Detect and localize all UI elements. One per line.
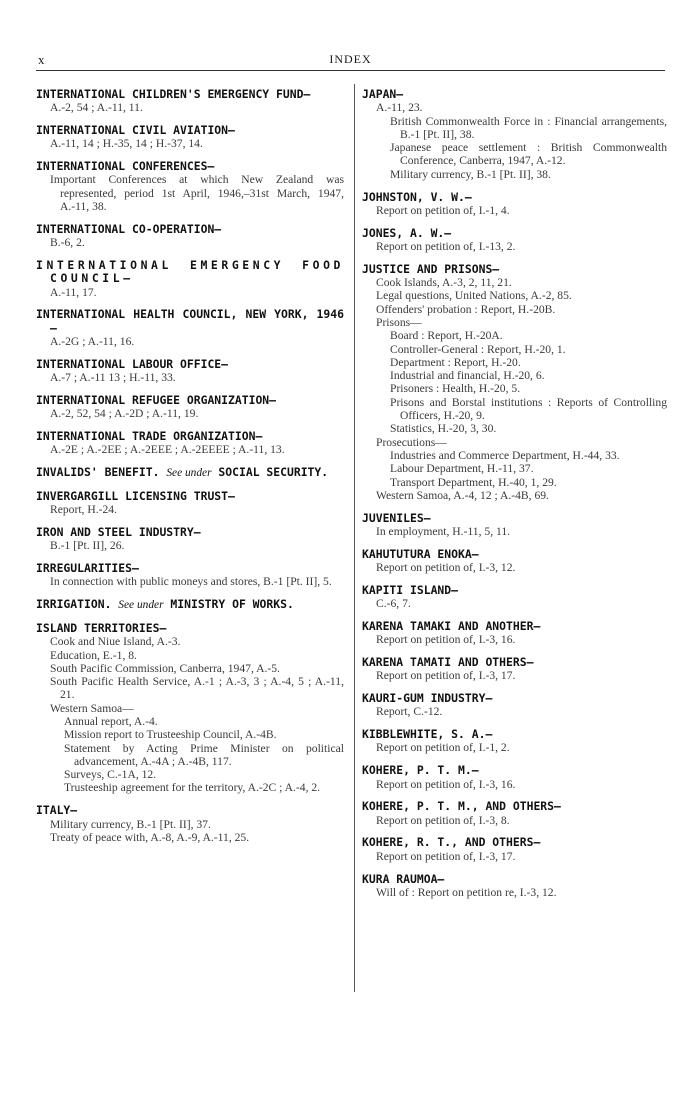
index-heading	[362, 512, 667, 525]
index-heading	[36, 430, 344, 443]
heading-text: INTERNATIONAL TRADE ORGANIZATION—	[36, 428, 263, 443]
heading-text: INTERNATIONAL CONFERENCES—	[36, 159, 215, 174]
index-heading	[36, 308, 344, 335]
index-heading	[362, 836, 667, 849]
page-title: INDEX	[329, 52, 372, 66]
heading-text: KIBBLEWHITE, S. A.—	[362, 727, 493, 742]
index-subentry: Military currency, B.-1 [Pt. II], 38.	[390, 167, 551, 181]
index-entry	[36, 308, 344, 348]
see-under-reference: See under	[166, 467, 212, 480]
heading-text: JAPAN—	[362, 87, 404, 101]
index-subentry: South Pacific Health Service, A.-1 ; A.-3, 3 ; A.-4, 5 ; A.-11, 21.	[50, 675, 344, 702]
index-subentry: A.-2, 52, 54 ; A.-2D ; A.-11, 19.	[50, 407, 199, 421]
index-entry	[362, 227, 667, 254]
index-heading	[36, 160, 344, 173]
heading-text: ITALY—	[36, 803, 78, 818]
index-heading	[36, 259, 344, 286]
heading-text: KURA RAUMOA—	[362, 871, 445, 886]
index-subentry: Report, C.-12.	[376, 705, 443, 719]
index-entry	[36, 430, 344, 457]
index-subentry: Surveys, C.-1A, 12.	[64, 768, 157, 782]
index-heading	[36, 598, 344, 612]
heading-text: INTERNATIONAL CIVIL AVIATION—	[36, 123, 235, 138]
index-entry	[36, 466, 344, 480]
index-heading	[362, 88, 667, 101]
heading-text: INTERNATIONAL CHILDREN'S EMERGENCY FUND—	[36, 87, 311, 101]
heading-text: KOHERE, P. T. M., AND OTHERS—	[362, 799, 561, 814]
heading-cross-reference: MINISTRY OF WORKS.	[170, 597, 294, 612]
page-number: x	[38, 52, 45, 67]
heading-text: IRON AND STEEL INDUSTRY—	[36, 524, 201, 539]
index-subentry: Will of : Report on petition re, I.-3, 12.	[376, 885, 557, 899]
page-header	[36, 52, 665, 71]
index-heading	[36, 804, 344, 817]
index-entry	[362, 764, 667, 791]
index-subentry: Industries and Commerce Department, H.-44, 33.	[390, 448, 620, 462]
index-subentry: Report, H.-24.	[50, 503, 117, 517]
heading-text: ISLAND TERRITORIES—	[36, 620, 167, 635]
index-subentry: Report on petition of, I.-3, 16.	[376, 633, 516, 647]
index-subentry: A.-2, 54 ; A.-11, 11.	[50, 101, 143, 115]
index-subentry: A.-11, 14 ; H.-35, 14 ; H.-37, 14.	[50, 137, 203, 151]
index-entry	[362, 263, 667, 502]
index-subentry: Annual report, A.-4.	[64, 714, 158, 728]
index-entry	[36, 562, 344, 589]
index-subentry: Military currency, B.-1 [Pt. II], 37.	[50, 817, 211, 831]
index-entry	[362, 728, 667, 755]
index-subentry: Legal questions, United Nations, A.-2, 85.	[376, 289, 572, 303]
index-column-left	[36, 88, 344, 854]
index-entry	[36, 223, 344, 250]
heading-text: IRREGULARITIES—	[36, 561, 139, 576]
index-subentry: Western Samoa—	[50, 701, 134, 715]
index-subentry: Statement by Acting Prime Minister on political advancement, A.-4A ; A.-4B, 117.	[64, 741, 344, 768]
index-heading	[362, 692, 667, 705]
index-subentry: A.-11, 17.	[50, 285, 97, 299]
heading-cross-reference: SOCIAL SECURITY.	[218, 465, 329, 480]
index-heading	[362, 656, 667, 669]
index-subentry: British Commonwealth Force in : Financial arrangements, B.-1 [Pt. II], 38.	[390, 114, 667, 141]
index-subentry: C.-6, 7.	[376, 597, 411, 611]
heading-text: KAURI-GUM INDUSTRY—	[362, 691, 493, 706]
index-entry	[362, 620, 667, 647]
index-heading	[362, 873, 667, 886]
heading-text: INTERNATIONAL CO-OPERATION—	[36, 221, 222, 236]
index-subentry: Report on petition of, I.-13, 2.	[376, 239, 516, 253]
heading-text: INVERGARGILL LICENSING TRUST—	[36, 488, 235, 503]
index-subentry: In employment, H.-11, 5, 11.	[376, 524, 511, 538]
index-entry	[36, 526, 344, 553]
index-entry	[362, 656, 667, 683]
index-subentry: Report on petition of, I.-3, 16.	[376, 777, 516, 791]
index-entry	[36, 622, 344, 795]
index-entry	[362, 88, 667, 181]
index-subentry: Report on petition of, I.-3, 17.	[376, 669, 516, 683]
index-entry	[36, 160, 344, 213]
index-heading	[36, 358, 344, 371]
index-heading	[36, 88, 344, 101]
index-entry	[362, 191, 667, 218]
heading-text: KAPITI ISLAND—	[362, 582, 459, 597]
index-heading	[36, 562, 344, 575]
index-subentry: Japanese peace settlement : British Commonwealth Conference, Canberra, 1947, A.-12.	[390, 141, 667, 168]
index-entry	[362, 584, 667, 611]
index-subentry: A.-2E ; A.-2EE ; A.-2EEE ; A.-2EEEE ; A.-11, 13.	[50, 443, 285, 457]
index-subentry: Department : Report, H.-20.	[390, 355, 521, 369]
index-subentry: Report on petition of, I.-3, 12.	[376, 561, 516, 574]
index-subentry: Treaty of peace with, A.-8, A.-9, A.-11, 25.	[50, 830, 250, 844]
index-subentry: Industrial and financial, H.-20, 6.	[390, 369, 545, 383]
index-subentry: Important Conferences at which New Zealand was represented, period 1st April, 1946,–31st March, 1947, A.-11, 38.	[50, 173, 344, 214]
heading-text: INTERNATIONAL EMERGENCY FOOD COUNCIL—	[36, 257, 344, 286]
heading-text: INTERNATIONAL HEALTH COUNCIL, NEW YORK, 1946—	[36, 307, 344, 335]
index-heading	[36, 526, 344, 539]
index-subentry: A.-7 ; A.-11 13 ; H.-11, 33.	[50, 371, 176, 385]
index-subentry: Prisons and Borstal institutions : Reports of Controlling Officers, H.-20, 9.	[390, 395, 667, 423]
index-subentry: Statistics, H.-20, 3, 30.	[390, 422, 497, 436]
index-heading	[362, 263, 667, 276]
heading-text: KARENA TAMAKI AND ANOTHER—	[362, 618, 541, 633]
index-subentry: South Pacific Commission, Canberra, 1947, A.-5.	[50, 661, 280, 675]
index-heading	[36, 490, 344, 503]
index-subentry: B.-1 [Pt. II], 26.	[50, 539, 125, 553]
heading-text: JUVENILES—	[362, 510, 431, 525]
heading-text: IRRIGATION.	[36, 597, 112, 612]
index-subentry: Cook Islands, A.-3, 2, 11, 21.	[376, 276, 512, 290]
index-heading	[36, 124, 344, 137]
see-under-reference: See under	[118, 599, 164, 612]
index-subentry: Report on petition of, I.-3, 8.	[376, 813, 510, 827]
heading-text: JOHNSTON, V. W.—	[362, 189, 472, 204]
index-heading	[362, 800, 667, 813]
index-subentry: Education, E.-1, 8.	[50, 648, 137, 662]
index-entry	[362, 548, 667, 575]
index-subentry: Offenders' probation : Report, H.-20B.	[376, 302, 556, 316]
heading-text: KOHERE, R. T., AND OTHERS—	[362, 835, 541, 850]
heading-text: JUSTICE AND PRISONS—	[362, 261, 500, 276]
index-subentry: Mission report to Trusteeship Council, A.-4B.	[64, 728, 277, 742]
index-heading	[36, 394, 344, 407]
index-subentry: A.-2G ; A.-11, 16.	[50, 334, 135, 348]
index-entry	[362, 512, 667, 539]
index-heading	[362, 191, 667, 204]
index-entry	[36, 598, 344, 612]
index-heading	[362, 728, 667, 741]
index-entry	[36, 259, 344, 299]
index-heading	[362, 584, 667, 597]
index-column-right	[362, 88, 667, 909]
index-heading	[362, 764, 667, 777]
index-heading	[362, 620, 667, 633]
index-entry	[362, 836, 667, 863]
index-heading	[36, 466, 344, 480]
heading-text: INVALIDS' BENEFIT.	[36, 465, 160, 480]
heading-text: KAHUTUTURA ENOKA—	[362, 546, 479, 561]
index-entry	[362, 692, 667, 719]
index-entry	[36, 124, 344, 151]
index-subentry: Report on petition of, I.-3, 17.	[376, 849, 516, 863]
index-subentry: In connection with public moneys and stores, B.-1 [Pt. II], 5.	[50, 575, 332, 589]
index-entry	[36, 358, 344, 385]
index-subentry: A.-11, 23.	[376, 101, 423, 115]
index-heading	[362, 227, 667, 240]
index-subentry: Report on petition of, I.-1, 4.	[376, 203, 510, 217]
index-subentry: Prosecutions—	[376, 435, 447, 449]
index-heading	[362, 548, 667, 561]
index-subentry: Prisons—	[376, 315, 422, 329]
index-entry	[36, 394, 344, 421]
index-entry	[36, 88, 344, 115]
index-entry	[36, 804, 344, 844]
index-entry	[362, 873, 667, 900]
index-subentry: Cook and Niue Island, A.-3.	[50, 635, 181, 649]
column-divider	[354, 84, 355, 992]
index-heading	[36, 622, 344, 635]
index-subentry: Report on petition of, I.-1, 2.	[376, 741, 510, 755]
index-subentry: Western Samoa, A.-4, 12 ; A.-4B, 69.	[376, 488, 549, 502]
index-subentry: Transport Department, H.-40, 1, 29.	[390, 475, 557, 489]
index-subentry: Trusteeship agreement for the territory, A.-2C ; A.-4, 2.	[64, 781, 321, 795]
heading-text: INTERNATIONAL REFUGEE ORGANIZATION—	[36, 392, 277, 407]
index-heading	[36, 223, 344, 236]
index-subentry: Labour Department, H.-11, 37.	[390, 462, 534, 476]
index-subentry: B.-6, 2.	[50, 236, 85, 250]
index-entry	[362, 800, 667, 827]
index-subentry: Board : Report, H.-20A.	[390, 329, 503, 343]
index-subentry: Prisoners : Health, H.-20, 5.	[390, 382, 521, 396]
index-entry	[36, 490, 344, 517]
heading-text: KARENA TAMATI AND OTHERS—	[362, 654, 534, 669]
index-subentry: Controller-General : Report, H.-20, 1.	[390, 342, 566, 356]
heading-text: KOHERE, P. T. M.—	[362, 763, 479, 778]
heading-text: INTERNATIONAL LABOUR OFFICE—	[36, 356, 229, 371]
heading-text: JONES, A. W.—	[362, 225, 452, 240]
